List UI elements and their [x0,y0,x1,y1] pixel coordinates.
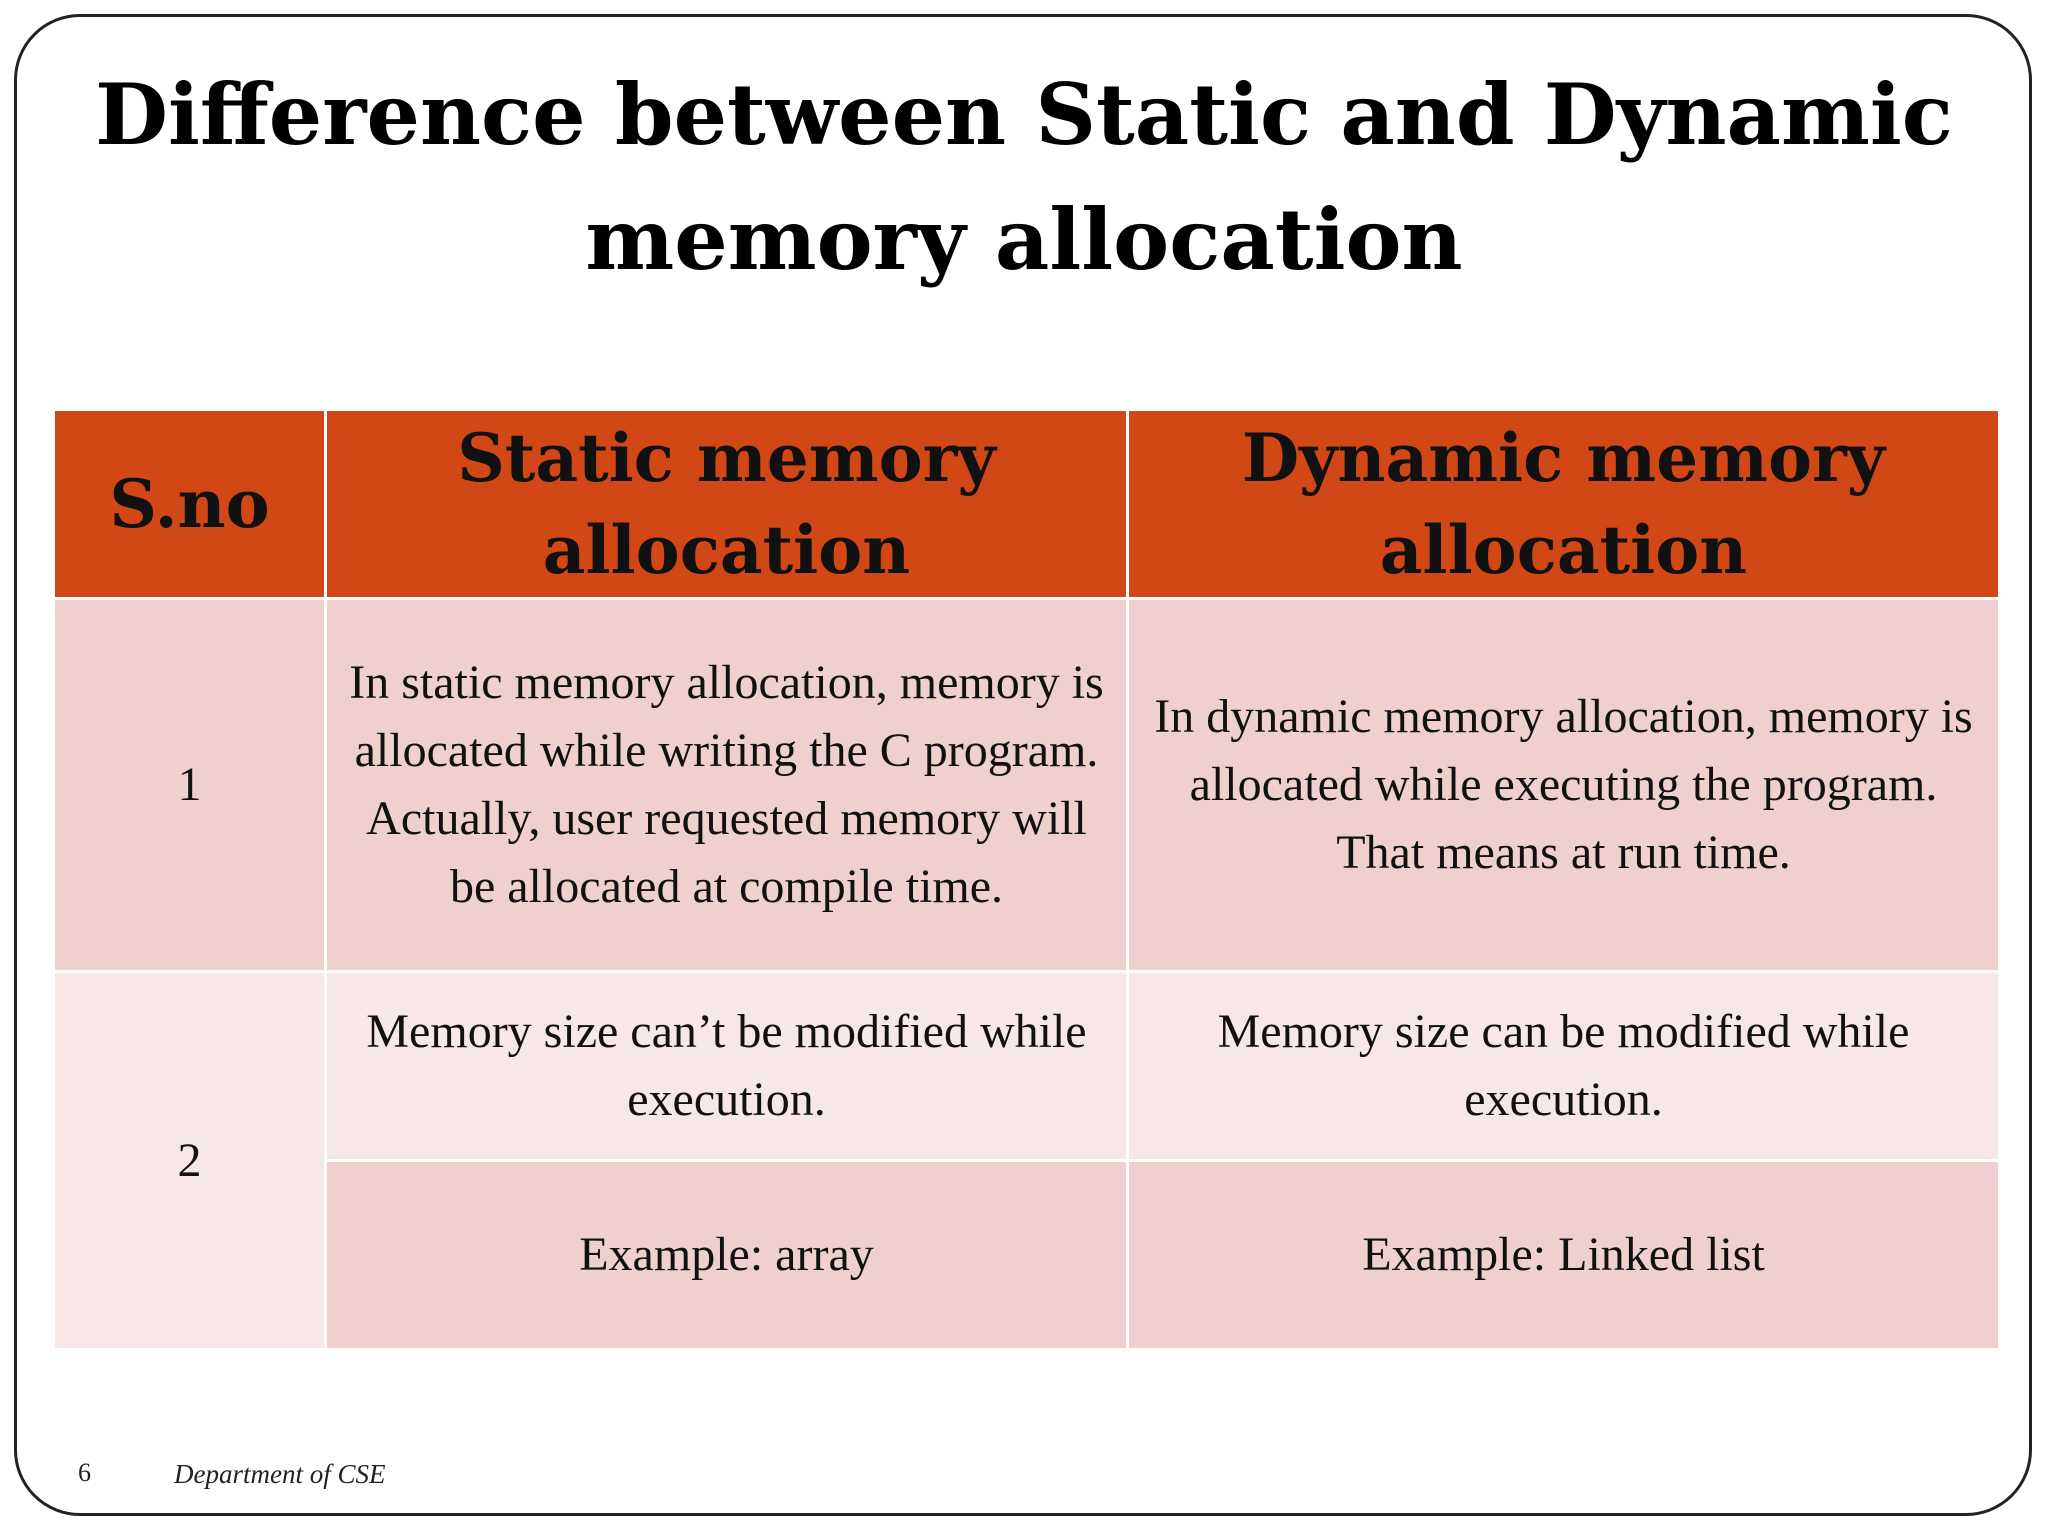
footer-department: Department of CSE [174,1459,386,1489]
table-row [54,1161,2000,1350]
table-header-row [54,410,2000,599]
row-2-static: Memory size can’t be modified while execution. [326,972,1128,1161]
slide-title: Difference between Static and Dynamic memory allocation [95,65,1953,289]
row-2-sno: 2 [54,972,326,1350]
row-1-static: In static memory allocation, memory is allocated while writing the C program. Actually, user requested memory will be allocated at compile time. [326,599,1128,972]
header-sno: S.no [54,410,326,599]
row-1-sno: 1 [54,599,326,972]
row-2-dynamic: Memory size can be modified while execution. [1128,972,2000,1161]
header-dynamic: Dynamic memory allocation [1128,410,2000,599]
header-static: Static memory allocation [326,410,1128,599]
page-number: 6 [78,1458,91,1487]
row-3-dynamic: Example: Linked list [1128,1161,2000,1350]
table-row [54,972,2000,1161]
table-row [54,599,2000,972]
comparison-table [52,408,2001,1351]
row-3-static: Example: array [326,1161,1128,1350]
row-1-dynamic: In dynamic memory allocation, memory is allocated while executing the program. That means at run time. [1128,599,2000,972]
